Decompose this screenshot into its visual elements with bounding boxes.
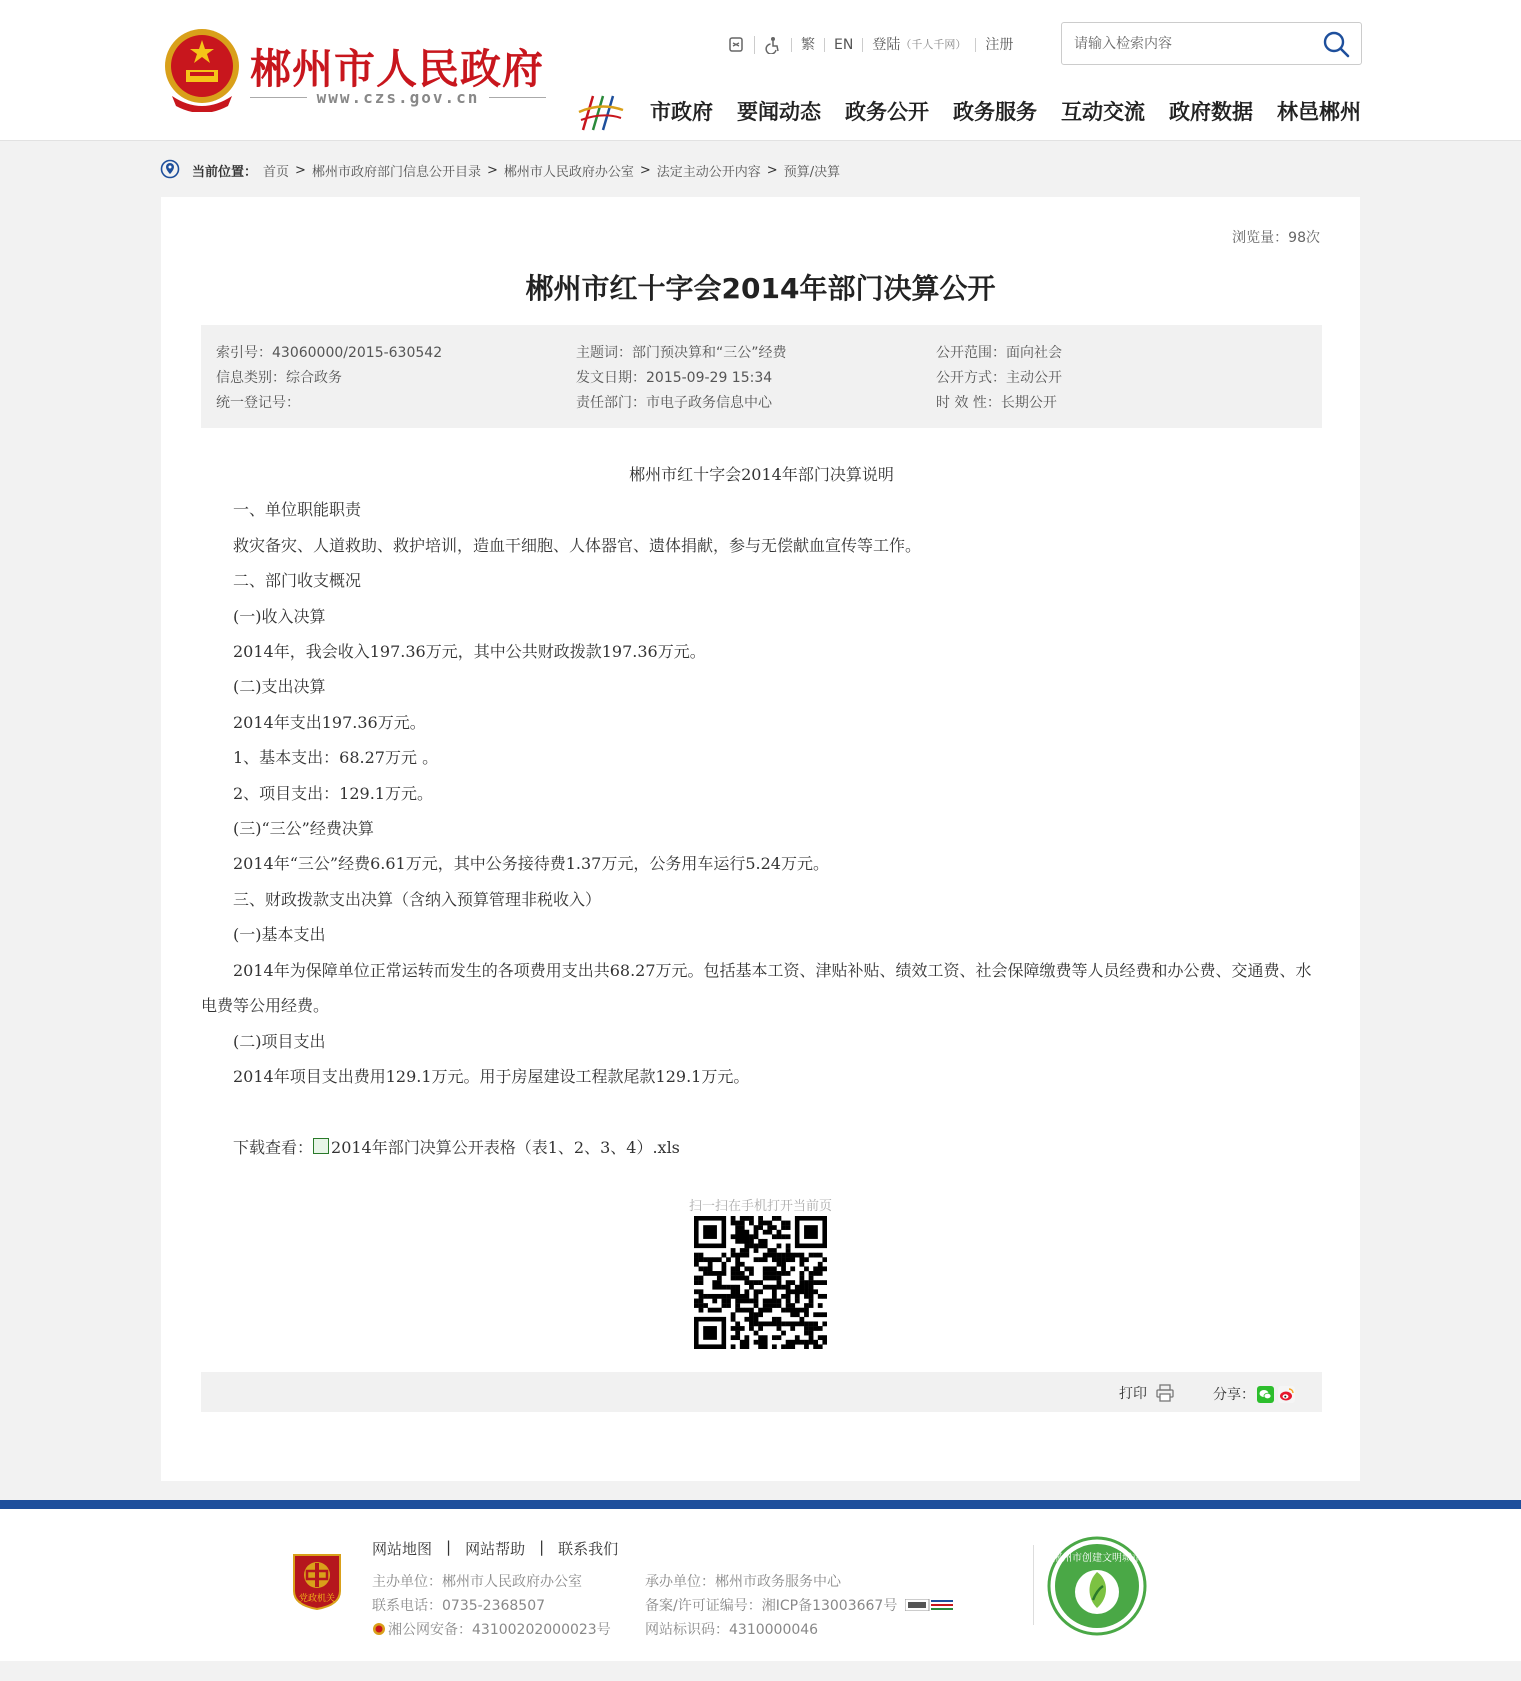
body-spacer bbox=[201, 1094, 1322, 1129]
login-sub-label: （千人千网） bbox=[900, 38, 967, 51]
printer-icon bbox=[1155, 1384, 1175, 1402]
meta-validity: 时 效 性：长期公开 bbox=[936, 395, 1057, 411]
excel-file-icon bbox=[313, 1138, 329, 1154]
footer-divider bbox=[0, 1500, 1521, 1509]
seal-right-text: 郴州市创建文明城市 bbox=[1052, 1553, 1142, 1564]
body-paragraph: 2014年支出197.36万元。 bbox=[233, 712, 426, 732]
civilized-city-seal-icon[interactable] bbox=[1047, 1536, 1147, 1636]
print-button[interactable] bbox=[1119, 1383, 1175, 1403]
footer-police-line bbox=[372, 1619, 611, 1639]
article-toolbar bbox=[201, 1372, 1322, 1412]
meta-dept: 责任部门：市电子政务信息中心 bbox=[576, 395, 772, 411]
breadcrumb-separator: > bbox=[295, 162, 306, 178]
footer-vertical-divider bbox=[1033, 1545, 1034, 1625]
breadcrumb-budget[interactable]: 预算/决算 bbox=[783, 164, 841, 180]
wechat-icon[interactable] bbox=[1257, 1386, 1274, 1403]
seal-left-text: 党政机关 bbox=[298, 1594, 336, 1604]
body-paragraph: 2014年为保障单位正常运转而发生的各项费用支出共68.27万元。包括基本工资、津贴补贴、绩效工资、社会保障缴费等人员经费和办公费、交通费、水电费等公用经费。 bbox=[201, 960, 1312, 1016]
body-paragraph: 三、财政拨款支出决算（含纳入预算管理非税收入） bbox=[233, 889, 602, 909]
nav-item-services[interactable]: 政务服务 bbox=[953, 100, 1037, 124]
site-title[interactable]: 郴州市人民政府 bbox=[250, 45, 544, 93]
breadcrumb-statutory[interactable]: 法定主动公开内容 bbox=[656, 164, 761, 180]
body-paragraph: (一)收入决算 bbox=[233, 606, 326, 626]
body-paragraph: (三)“三公”经费决算 bbox=[233, 819, 374, 839]
breadcrumb-separator: > bbox=[639, 162, 651, 178]
print-label: 打印 bbox=[1119, 1386, 1147, 1402]
download-file-link[interactable]: 2014年部门决算公开表格（表1、2、3、4）.xls bbox=[331, 1137, 680, 1157]
breadcrumb-separator: > bbox=[486, 162, 498, 178]
download-label: 下载查看： bbox=[233, 1137, 314, 1157]
register-link[interactable]: 注册 bbox=[975, 38, 1022, 52]
traditional-chinese-link[interactable]: 繁 bbox=[791, 38, 824, 52]
download-line bbox=[201, 1130, 1322, 1165]
mobile-icon bbox=[727, 36, 745, 54]
site-url: www.czs.gov.cn bbox=[316, 88, 480, 107]
meta-subject: 主题词：部门预决算和“三公”经费 bbox=[576, 345, 787, 361]
weibo-icon[interactable] bbox=[1278, 1386, 1295, 1403]
body-paragraph: (二)项目支出 bbox=[233, 1031, 326, 1051]
search-input[interactable] bbox=[1072, 33, 1306, 55]
article-body bbox=[201, 457, 1322, 1165]
share-group bbox=[1213, 1384, 1295, 1404]
body-paragraph: 二、部门收支概况 bbox=[233, 571, 362, 591]
meta-method: 公开方式：主动公开 bbox=[936, 370, 1062, 386]
meta-category: 信息类别：综合政务 bbox=[216, 370, 342, 386]
footer-site-id: 网站标识码：4310000046 bbox=[645, 1622, 819, 1638]
meta-date: 发文日期：2015-09-29 15:34 bbox=[576, 370, 773, 386]
main-nav bbox=[650, 96, 1361, 126]
site-url-line bbox=[250, 88, 546, 107]
cnzz-badge-icon[interactable] bbox=[905, 1599, 955, 1611]
share-label: 分享： bbox=[1213, 1387, 1255, 1403]
footer-sponsor: 主办单位：郴州市人民政府办公室 bbox=[372, 1574, 582, 1590]
breadcrumb bbox=[160, 158, 840, 182]
site-header bbox=[0, 0, 1521, 141]
national-emblem-icon bbox=[162, 26, 242, 112]
top-links bbox=[718, 34, 1022, 56]
party-gov-seal-icon[interactable] bbox=[290, 1549, 344, 1611]
footer-police[interactable]: 湘公网安备：43100202000023号 bbox=[388, 1622, 611, 1638]
nav-item-linyi[interactable]: 林邑郴州 bbox=[1277, 100, 1361, 124]
body-paragraph: (一)基本支出 bbox=[233, 925, 326, 945]
body-paragraph: 2、项目支出：129.1万元。 bbox=[233, 783, 433, 803]
accessibility-mobile-link[interactable] bbox=[718, 36, 754, 54]
footer-link-separator: | bbox=[539, 1538, 545, 1556]
qr-caption: 扫一扫在手机打开当前页 bbox=[688, 1199, 832, 1214]
article-title: 郴州市红十字会2014年部门决算公开 bbox=[525, 272, 996, 305]
nav-item-interaction[interactable]: 互动交流 bbox=[1061, 100, 1145, 124]
footer-icp-line bbox=[645, 1595, 955, 1615]
view-count: 浏览量：98次 bbox=[1232, 230, 1320, 246]
article-meta bbox=[201, 325, 1322, 428]
footer-link-contact[interactable]: 联系我们 bbox=[558, 1540, 619, 1558]
wheelchair-icon bbox=[764, 36, 782, 54]
body-paragraph: 救灾备灾、人道救助、救护培训，造血干细胞、人体器官、遗体捐献，参与无偿献血宣传等工作。 bbox=[233, 535, 922, 555]
body-paragraph: 一、单位职能职责 bbox=[233, 500, 362, 520]
body-paragraph: (二)支出决算 bbox=[233, 677, 326, 697]
meta-scope: 公开范围：面向社会 bbox=[936, 345, 1062, 361]
nav-item-news[interactable]: 要闻动态 bbox=[737, 100, 821, 124]
login-label: 登陆 bbox=[872, 37, 901, 53]
body-paragraph: 1、基本支出：68.27万元 。 bbox=[233, 748, 439, 768]
breadcrumb-label: 当前位置： bbox=[192, 164, 258, 180]
footer-link-separator: | bbox=[446, 1538, 452, 1556]
body-paragraph: 2014年，我会收入197.36万元，其中公共财政拨款197.36万元。 bbox=[233, 642, 706, 662]
site-footer bbox=[0, 1509, 1521, 1661]
footer-link-help[interactable]: 网站帮助 bbox=[465, 1540, 526, 1558]
location-pin-icon bbox=[160, 159, 180, 181]
body-paragraph: 2014年项目支出费用129.1万元。用于房屋建设工程款尾款129.1万元。 bbox=[233, 1066, 750, 1086]
nav-item-government[interactable]: 市政府 bbox=[650, 100, 713, 124]
body-heading: 郴州市红十字会2014年部门决算说明 bbox=[629, 465, 894, 484]
page-bottom-strip bbox=[0, 1661, 1521, 1681]
footer-link-sitemap[interactable]: 网站地图 bbox=[372, 1540, 433, 1558]
breadcrumb-office[interactable]: 郴州市人民政府办公室 bbox=[503, 164, 634, 180]
meta-reg-no: 统一登记号： bbox=[216, 395, 300, 411]
english-link[interactable]: EN bbox=[824, 38, 862, 52]
footer-phone: 联系电话：0735-2368507 bbox=[372, 1598, 546, 1614]
footer-organizer: 承办单位：郴州市政务服务中心 bbox=[645, 1574, 841, 1590]
qr-code-icon bbox=[694, 1216, 827, 1349]
login-link[interactable] bbox=[862, 38, 975, 52]
accessibility-link[interactable] bbox=[754, 36, 791, 54]
nav-item-data[interactable]: 政府数据 bbox=[1169, 100, 1253, 124]
article-panel bbox=[161, 197, 1360, 1481]
search-box bbox=[1061, 22, 1362, 65]
footer-icp[interactable]: 备案/许可证编号：湘ICP备13003667号 bbox=[645, 1598, 898, 1614]
body-paragraph: 2014年“三公”经费6.61万元，其中公务接待费1.37万元，公务用车运行5.24万元。 bbox=[233, 854, 829, 874]
breadcrumb-home[interactable]: 首页 bbox=[263, 164, 290, 180]
breadcrumb-catalog[interactable]: 郴州市政府部门信息公开目录 bbox=[311, 164, 481, 180]
nav-decoration-icon bbox=[575, 90, 627, 134]
police-badge-icon bbox=[372, 1622, 386, 1636]
footer-links bbox=[372, 1538, 618, 1559]
search-icon[interactable] bbox=[1321, 29, 1351, 59]
nav-item-disclosure[interactable]: 政务公开 bbox=[845, 100, 929, 124]
meta-index-no: 索引号：43060000/2015-630542 bbox=[216, 345, 443, 361]
breadcrumb-separator: > bbox=[766, 162, 778, 178]
